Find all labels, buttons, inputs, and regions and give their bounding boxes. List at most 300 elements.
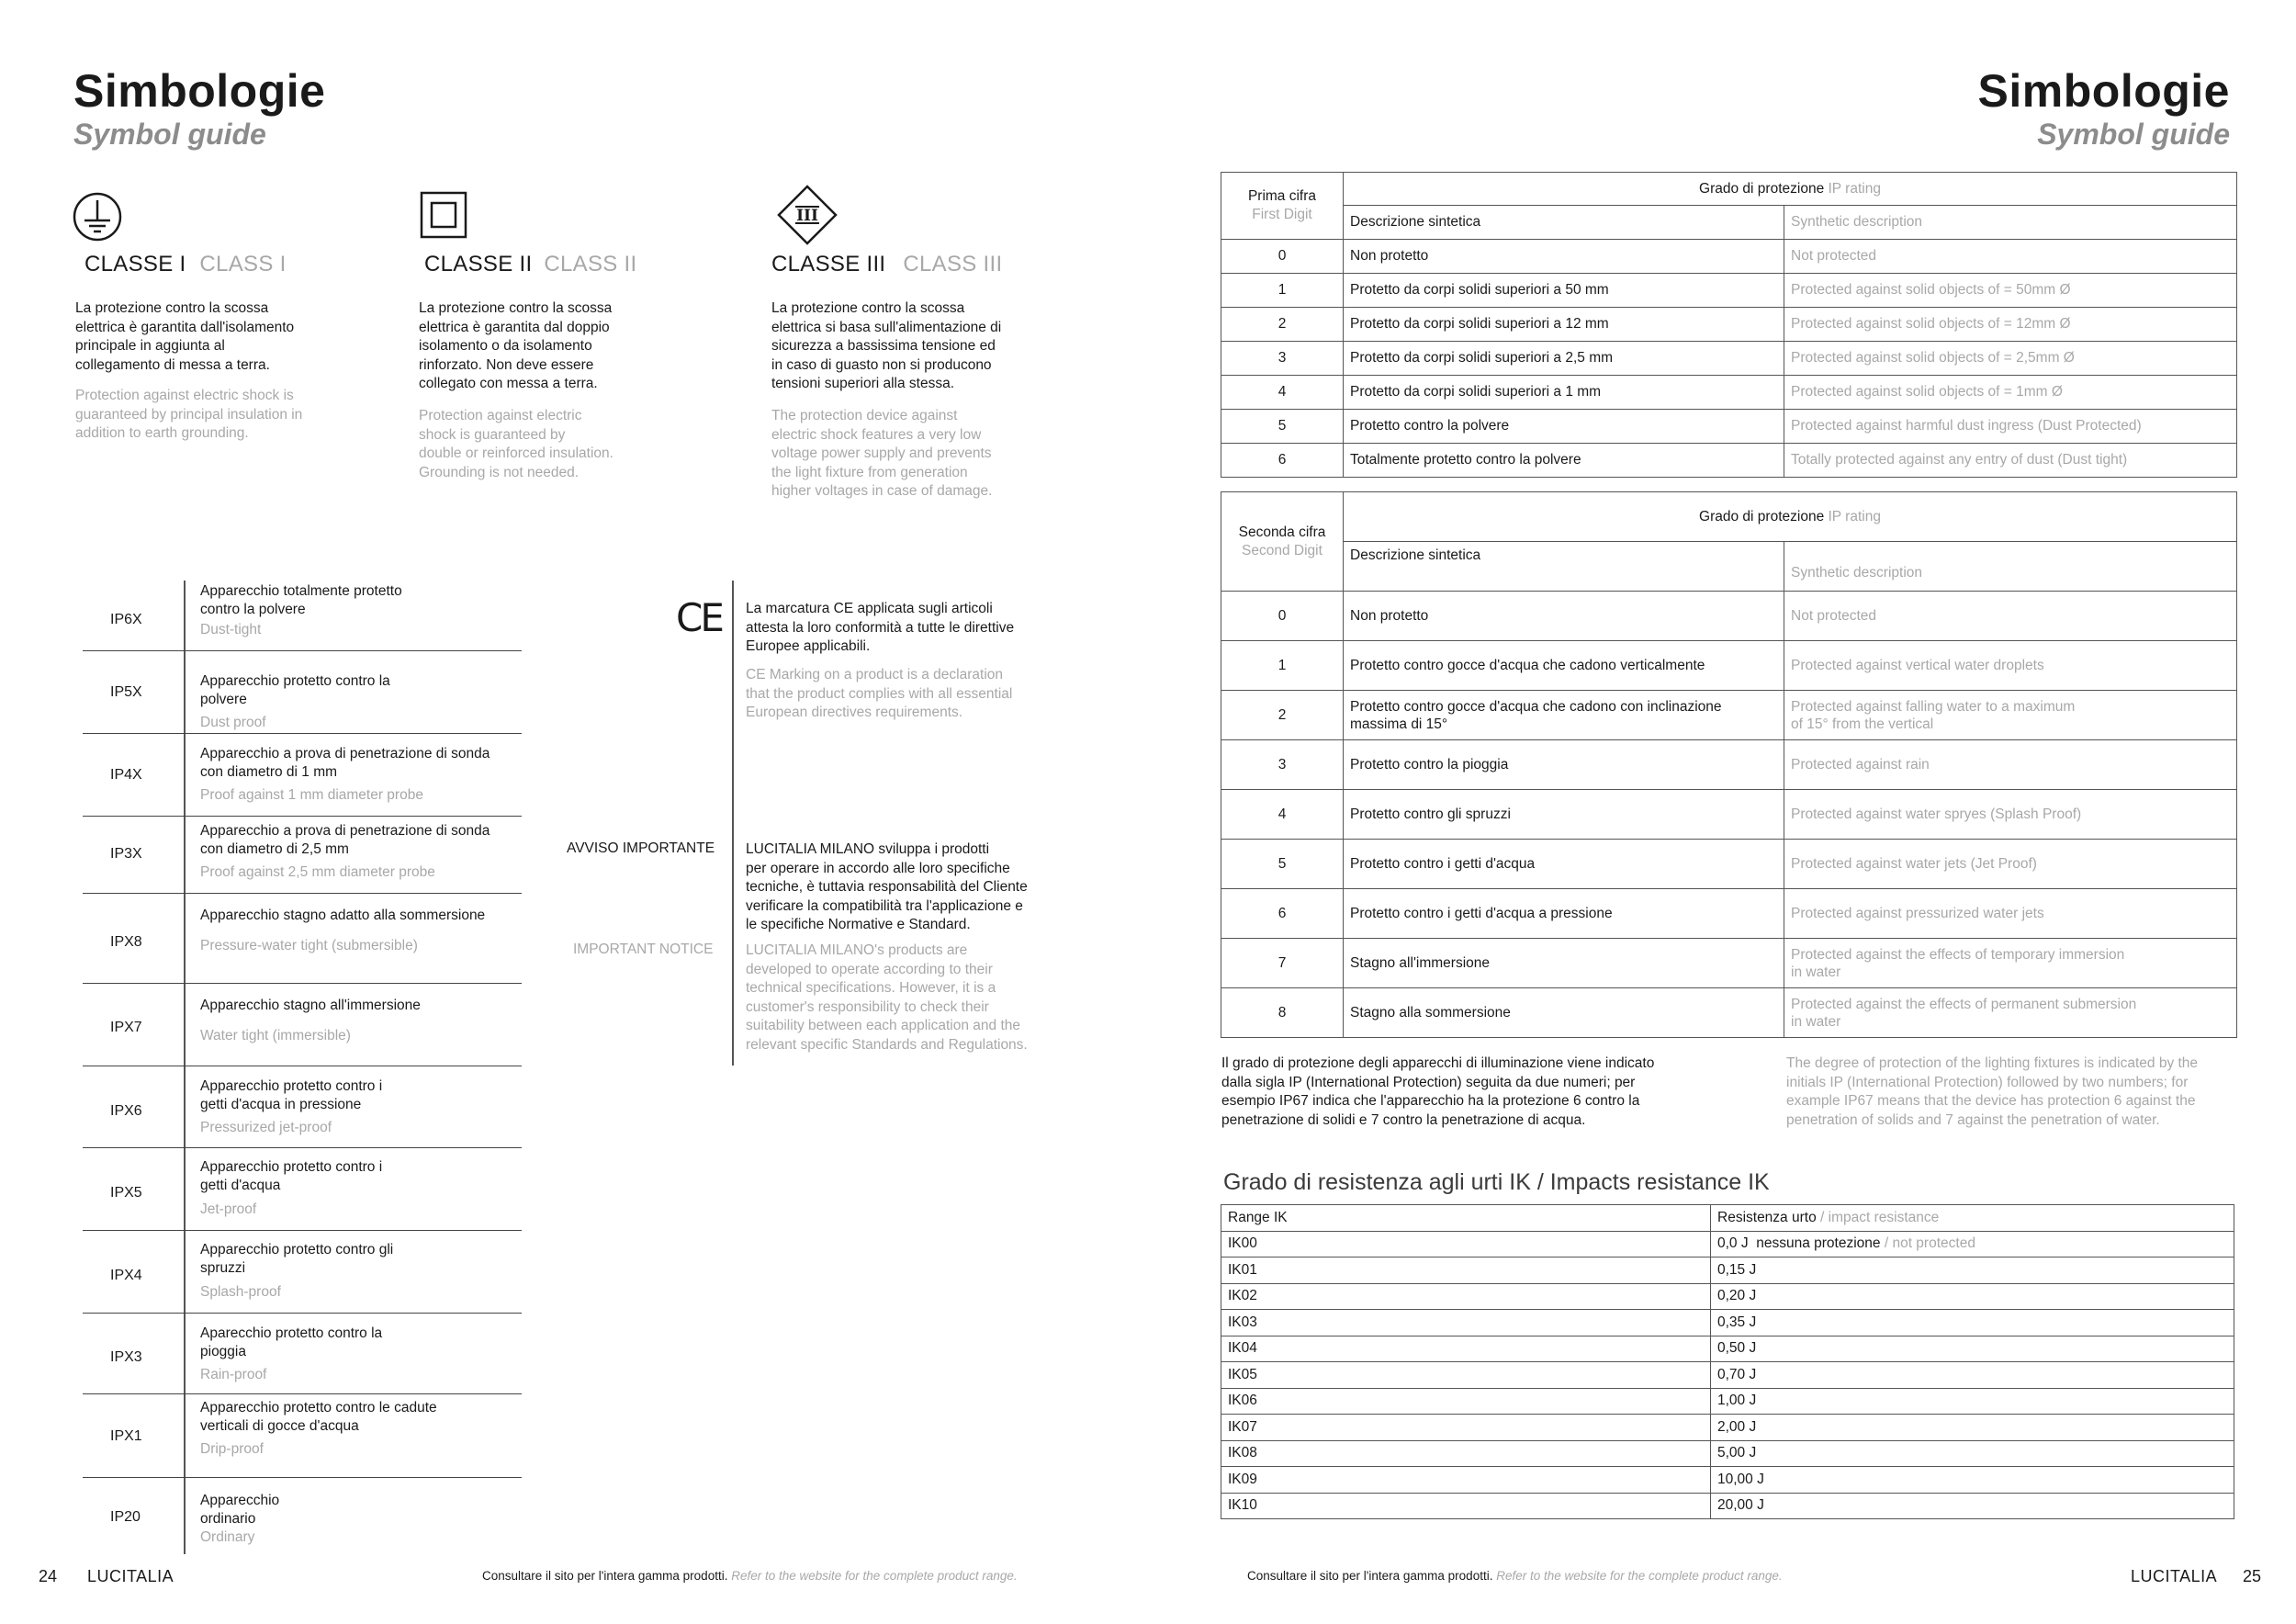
- brand-right: LUCITALIA: [2131, 1567, 2218, 1585]
- ip-rating-header: [1344, 492, 2237, 542]
- desc-it-cell: Protetto contro i getti d'acqua: [1344, 840, 1784, 889]
- text-line: European directives requirements.: [746, 705, 963, 720]
- table-row: [1221, 1231, 2234, 1257]
- ip-note-it: [1221, 1054, 1681, 1130]
- table-row: [1221, 1205, 2234, 1232]
- class-iii-title-it: CLASSE III: [771, 252, 886, 276]
- text-line: Rain-proof: [200, 1367, 267, 1382]
- ip-list-item: [83, 817, 522, 894]
- desc-it-cell: Protetto da corpi solidi superiori a 50 mm: [1344, 274, 1784, 308]
- class-ii-text-it: [419, 299, 694, 394]
- text-line: developed to operate according to their: [746, 961, 993, 977]
- footer-en: Refer to the website for the complete product range.: [731, 1569, 1018, 1583]
- text-line: Jet-proof: [200, 1201, 257, 1217]
- text-line: The degree of protection of the lighting fixtures is indicated by the: [1786, 1055, 2199, 1071]
- class-iii-icon-text: III: [796, 207, 818, 225]
- desc-en-cell: Protected against solid objects of = 1mm Ø: [1784, 376, 2237, 410]
- text-line: penetration of solids and 7 against the penetration of water.: [1786, 1111, 2160, 1128]
- class-ii-title: [424, 252, 637, 277]
- text-line: CE Marking on a product is a declaration: [746, 667, 1004, 682]
- text-line: Drip-proof: [200, 1441, 264, 1457]
- header-it: Resistenza urto: [1717, 1209, 1817, 1225]
- column-header-en: Synthetic description: [1784, 542, 2237, 592]
- ik-value-cell: 0,15 J: [1711, 1257, 2234, 1284]
- ip-list-item: [83, 651, 522, 734]
- table-row: [1221, 376, 2237, 410]
- digit-cell: 5: [1221, 410, 1344, 444]
- text-line: Pressurized jet-proof: [200, 1120, 332, 1135]
- column-header-it: Descrizione sintetica: [1344, 542, 1784, 592]
- class-i-title-en: CLASS I: [199, 252, 287, 276]
- ip-code: IPX1: [110, 1428, 142, 1444]
- footer-note-right: [1247, 1569, 1783, 1583]
- text-line: Aparecchio protetto contro la: [200, 1325, 383, 1341]
- ce-text-en: [746, 666, 1058, 723]
- text-line: Apparecchio stagno adatto alla sommersione: [200, 908, 486, 923]
- page-title-left: Simbologie: [73, 65, 326, 117]
- digit-label-en: First Digit: [1252, 207, 1312, 222]
- ik-value-cell: [1711, 1231, 2234, 1257]
- ik-range-cell: IK07: [1221, 1415, 1711, 1441]
- notice-label-it: AVVISO IMPORTANTE: [567, 840, 715, 856]
- text-line: shock is guaranteed by: [419, 426, 566, 443]
- page-subtitle-right: Symbol guide: [2037, 118, 2230, 151]
- text-line: attesta la loro conformità a tutte le direttive: [746, 619, 1015, 636]
- desc-it-cell: Protetto contro i getti d'acqua a pressione: [1344, 889, 1784, 939]
- table-row: [1221, 840, 2237, 889]
- text-line: Il grado di protezione degli apparecchi di illuminazione viene indicato: [1221, 1055, 1655, 1071]
- text-line: in caso di guasto non si producono: [771, 356, 992, 373]
- page-number-left: 24: [39, 1567, 58, 1585]
- desc-it-cell: Protetto da corpi solidi superiori a 12 mm: [1344, 308, 1784, 342]
- text-line: spruzzi: [200, 1259, 246, 1276]
- ik-range-cell: IK04: [1221, 1336, 1711, 1362]
- header-it: Grado di protezione: [1699, 180, 1825, 197]
- ik-value-cell: 2,00 J: [1711, 1415, 2234, 1441]
- table-row: [1221, 939, 2237, 988]
- digit-header-cell: [1221, 173, 1344, 240]
- table-row: [1221, 1336, 2234, 1362]
- text-line: Apparecchio protetto contro i: [200, 1078, 383, 1094]
- ip-list-item: [83, 984, 522, 1066]
- table-row: [1221, 790, 2237, 840]
- ik-table: [1221, 1204, 2234, 1519]
- footer-note-left: [482, 1569, 1018, 1583]
- ik-note-en: / not protected: [1884, 1235, 1975, 1252]
- desc-it-cell: Non protetto: [1344, 592, 1784, 641]
- digit-cell: 3: [1221, 342, 1344, 376]
- table-row: [1221, 1362, 2234, 1389]
- ik-range-cell: IK03: [1221, 1310, 1711, 1336]
- ip-list-item: [83, 734, 522, 817]
- text-line: contro la polvere: [200, 601, 306, 617]
- class-i-text-en: [75, 387, 369, 444]
- ik-range-cell: IK10: [1221, 1493, 1711, 1519]
- text-line: tecniche, è tuttavia responsabilità del Cliente: [746, 879, 1028, 895]
- digit-cell: 3: [1221, 740, 1344, 790]
- table-row: [1221, 444, 2237, 478]
- ik-col-header-range: Range IK: [1221, 1205, 1711, 1232]
- desc-en-cell: Protected against harmful dust ingress (Dust Protected): [1784, 410, 2237, 444]
- text-line: La protezione contro la scossa: [771, 300, 965, 316]
- ip-description: [200, 1241, 430, 1302]
- ip-description: [200, 1399, 476, 1459]
- ik-range-cell: IK00: [1221, 1231, 1711, 1257]
- text-line: that the product complies with all essential: [746, 685, 1013, 702]
- digit-cell: 8: [1221, 988, 1344, 1038]
- class-iii-title-en: CLASS III: [903, 252, 1003, 276]
- digit-cell: 0: [1221, 240, 1344, 274]
- ip-list-item: [83, 1231, 522, 1314]
- text-line: of 15° from the vertical: [1791, 716, 1934, 732]
- text-line: technical specifications. However, it is a: [746, 980, 996, 996]
- desc-it-cell: [1344, 691, 1784, 740]
- text-line: sicurezza a bassissima tensione ed: [771, 338, 996, 354]
- digit-cell: 4: [1221, 376, 1344, 410]
- desc-en-cell: Protected against vertical water droplets: [1784, 641, 2237, 691]
- text-line: Apparecchio protetto contro gli: [200, 1242, 394, 1257]
- text-line: the light fixture from generation: [771, 464, 968, 480]
- first-digit-table: [1221, 172, 2237, 478]
- text-line: getti d'acqua in pressione: [200, 1096, 362, 1112]
- ip-code: IPX4: [110, 1268, 142, 1283]
- text-line: Protected against the effects of permanent submersion: [1791, 996, 2137, 1012]
- text-line: elettrica si basa sull'alimentazione di: [771, 319, 1002, 335]
- text-line: The protection device against: [771, 408, 958, 423]
- column-header-it: Descrizione sintetica: [1344, 206, 1784, 240]
- class-iii-title: [771, 252, 1002, 277]
- desc-en-cell: Protected against solid objects of = 50mm Ø: [1784, 274, 2237, 308]
- ip-code: IPX3: [110, 1349, 142, 1365]
- table-row: [1221, 240, 2237, 274]
- text-line: Pressure-water tight (submersible): [200, 937, 418, 953]
- text-line: in water: [1791, 964, 1841, 980]
- ip-list-item: [83, 1478, 522, 1551]
- text-line: penetrazione di solidi e 7 contro la penetrazione di acqua.: [1221, 1111, 1586, 1128]
- ip-code: IP6X: [110, 612, 142, 627]
- text-line: Proof against 1 mm diameter probe: [200, 787, 423, 803]
- digit-cell: 4: [1221, 790, 1344, 840]
- text-line: collegato con messa a terra.: [419, 376, 598, 391]
- ik-range-cell: IK05: [1221, 1362, 1711, 1389]
- notice-text-it: [746, 840, 1067, 935]
- table-row: [1221, 691, 2237, 740]
- ip-code: IPX6: [110, 1103, 142, 1119]
- desc-en-cell: Protected against water jets (Jet Proof): [1784, 840, 2237, 889]
- text-line: ordinario: [200, 1510, 256, 1527]
- ip-list-item: [83, 1394, 522, 1478]
- text-line: electric shock features a very low: [771, 426, 982, 443]
- table-row: [1221, 173, 2237, 206]
- header-it: Grado di protezione: [1699, 508, 1825, 524]
- ip-description: [200, 1492, 430, 1547]
- text-line: Grounding is not needed.: [419, 464, 580, 480]
- text-line: La protezione contro la scossa: [75, 300, 269, 316]
- desc-en-cell: [1784, 988, 2237, 1038]
- digit-cell: 2: [1221, 308, 1344, 342]
- table-row: [1221, 988, 2237, 1038]
- footer-it: Consultare il sito per l'intera gamma prodotti.: [1247, 1569, 1493, 1583]
- text-line: le specifiche Normative e Standard.: [746, 917, 971, 932]
- page-title-right: Simbologie: [1977, 65, 2230, 117]
- table-row: [1221, 1440, 2234, 1467]
- text-line: Protection against electric: [419, 408, 582, 423]
- class-iii-diamond-icon: [776, 184, 838, 246]
- desc-en-cell: Protected against solid objects of = 12mm Ø: [1784, 308, 2237, 342]
- ik-value-cell: 5,00 J: [1711, 1440, 2234, 1467]
- brand-left: LUCITALIA: [87, 1567, 174, 1585]
- digit-cell: 6: [1221, 444, 1344, 478]
- ip-list-item: [83, 1314, 522, 1394]
- table-row: [1221, 1388, 2234, 1415]
- digit-label-en: Second Digit: [1242, 542, 1322, 558]
- text-line: initials IP (International Protection) followed by two numbers; for: [1786, 1074, 2189, 1090]
- ik-value-cell: 0,35 J: [1711, 1310, 2234, 1336]
- ip-code: IP3X: [110, 846, 142, 862]
- text-line: tensioni superiori alla stessa.: [771, 376, 955, 391]
- table-row: [1221, 206, 2237, 240]
- text-line: customer's responsibility to check their: [746, 998, 989, 1015]
- text-line: Proof against 2,5 mm diameter probe: [200, 864, 435, 880]
- table-row: [1221, 492, 2237, 542]
- text-line: Apparecchio protetto contro la polvere: [200, 673, 390, 707]
- digit-cell: 7: [1221, 939, 1344, 988]
- desc-en-cell: Totally protected against any entry of dust (Dust tight): [1784, 444, 2237, 478]
- class-ii-text-en: [419, 407, 694, 482]
- text-line: example IP67 means that the device has protection 6 against the: [1786, 1093, 2196, 1109]
- ik-value: 0,0 J: [1717, 1235, 1749, 1252]
- table-row: [1221, 740, 2237, 790]
- desc-en-cell: Not protected: [1784, 592, 2237, 641]
- text-line: Apparecchio a prova di penetrazione di sonda: [200, 746, 490, 761]
- digit-cell: 1: [1221, 641, 1344, 691]
- ip-description: [200, 1325, 430, 1384]
- class-ii-title-it: CLASSE II: [424, 252, 533, 276]
- text-line: rinforzato. Non deve essere: [419, 356, 594, 373]
- table-row: [1221, 1415, 2234, 1441]
- table-row: [1221, 1257, 2234, 1284]
- ik-value-cell: 10,00 J: [1711, 1467, 2234, 1494]
- text-line: Dust proof: [200, 715, 266, 730]
- table-row: [1221, 1493, 2234, 1519]
- table-row: [1221, 1310, 2234, 1336]
- text-line: Water tight (immersible): [200, 1027, 351, 1043]
- desc-it-cell: Protetto contro la pioggia: [1344, 740, 1784, 790]
- ik-range-cell: IK08: [1221, 1440, 1711, 1467]
- class-i-title: [84, 252, 287, 277]
- ip-description: [200, 745, 531, 805]
- text-line: Ordinary: [200, 1529, 255, 1545]
- table-row: [1221, 641, 2237, 691]
- ik-value-cell: 0,50 J: [1711, 1336, 2234, 1362]
- text-line: La protezione contro la scossa: [419, 300, 613, 316]
- footer-en: Refer to the website for the complete product range.: [1496, 1569, 1783, 1583]
- header-en: IP rating: [1828, 508, 1881, 524]
- ip-list-item: [83, 1148, 522, 1231]
- table-row: [1221, 308, 2237, 342]
- digit-header-cell: [1221, 492, 1344, 592]
- desc-en-cell: Protected against water spryes (Splash Proof): [1784, 790, 2237, 840]
- text-line: Protected against falling water to a maximum: [1791, 698, 2076, 715]
- desc-it-cell: Totalmente protetto contro la polvere: [1344, 444, 1784, 478]
- ik-range-cell: IK01: [1221, 1257, 1711, 1284]
- ik-range-cell: IK06: [1221, 1388, 1711, 1415]
- desc-en-cell: Protected against rain: [1784, 740, 2237, 790]
- text-line: LUCITALIA MILANO sviluppa i prodotti: [746, 841, 990, 857]
- table-row: [1221, 274, 2237, 308]
- class-i-title-it: CLASSE I: [84, 252, 186, 276]
- text-line: con diametro di 1 mm: [200, 763, 338, 780]
- class-iii-text-it: [771, 299, 1065, 394]
- desc-en-cell: Protected against pressurized water jets: [1784, 889, 2237, 939]
- ik-note-it: nessuna protezione: [1756, 1235, 1881, 1252]
- text-line: LUCITALIA MILANO's products are: [746, 942, 968, 958]
- table-row: [1221, 1467, 2234, 1494]
- text-line: dalla sigla IP (International Protection) seguita da due numeri; per: [1221, 1074, 1636, 1090]
- ik-value-cell: 0,20 J: [1711, 1283, 2234, 1310]
- table-row: [1221, 342, 2237, 376]
- text-line: Apparecchio totalmente protetto: [200, 583, 402, 599]
- text-line: principale in aggiunta al: [75, 338, 225, 354]
- text-line: Apparecchio a prova di penetrazione di sonda: [200, 823, 490, 839]
- notice-text-en: [746, 942, 1067, 1054]
- ce-text-it: [746, 600, 1058, 657]
- text-line: Europee applicabili.: [746, 638, 871, 654]
- footer-it: Consultare il sito per l'intera gamma prodotti.: [482, 1569, 728, 1583]
- ip-code: IP5X: [110, 684, 142, 700]
- table-row: [1221, 410, 2237, 444]
- text-line: elettrica è garantita dal doppio: [419, 319, 610, 335]
- text-line: Protected against the effects of temporary immersion: [1791, 946, 2125, 963]
- class-ii-double-square-icon: [420, 191, 467, 239]
- digit-cell: 2: [1221, 691, 1344, 740]
- text-line: per operare in accordo alle loro specifiche: [746, 860, 1010, 876]
- text-line: higher voltages in case of damage.: [771, 483, 993, 499]
- ip-list-item: [83, 577, 522, 651]
- ip-list-item: [83, 894, 522, 984]
- text-line: guaranteed by principal insulation in: [75, 406, 303, 423]
- text-line: double or reinforced insulation.: [419, 445, 613, 461]
- ip-code: IPX5: [110, 1185, 142, 1201]
- ik-value-cell: 20,00 J: [1711, 1493, 2234, 1519]
- text-line: getti d'acqua: [200, 1177, 281, 1193]
- ip-description: [200, 907, 531, 954]
- desc-it-cell: Stagno alla sommersione: [1344, 988, 1784, 1038]
- notice-label-en: IMPORTANT NOTICE: [573, 942, 714, 957]
- ip-description: [200, 582, 430, 639]
- text-line: Protection against electric shock is: [75, 388, 294, 403]
- header-en: / impact resistance: [1820, 1209, 1940, 1225]
- desc-it-cell: Protetto da corpi solidi superiori a 2,5 mm: [1344, 342, 1784, 376]
- text-line: Apparecchio: [200, 1493, 280, 1508]
- desc-en-cell: Protected against solid objects of = 2,5mm Ø: [1784, 342, 2237, 376]
- ip-list-item: [83, 1066, 522, 1148]
- text-line: Protetto contro gocce d'acqua che cadono con inclinazione: [1350, 698, 1722, 715]
- text-line: esempio IP67 indica che l'apparecchio ha la protezione 6 contro la: [1221, 1093, 1640, 1109]
- ip-code: IPX7: [110, 1020, 142, 1035]
- page-subtitle-left: Symbol guide: [73, 118, 266, 151]
- ip-description: [200, 672, 430, 732]
- digit-cell: 0: [1221, 592, 1344, 641]
- digit-label-it: Seconda cifra: [1238, 524, 1326, 540]
- text-line: voltage power supply and prevents: [771, 445, 992, 461]
- text-line: relevant specific Standards and Regulations.: [746, 1036, 1028, 1053]
- digit-label-it: Prima cifra: [1247, 188, 1317, 204]
- ik-range-cell: IK09: [1221, 1467, 1711, 1494]
- digit-cell: 1: [1221, 274, 1344, 308]
- ip-code: IP4X: [110, 767, 142, 783]
- ce-mark-icon: CE: [676, 595, 722, 640]
- text-line: La marcatura CE applicata sugli articoli: [746, 601, 993, 616]
- text-line: verificare la compatibilità tra l'applicazione e: [746, 897, 1023, 914]
- ip-description: [200, 997, 430, 1044]
- text-line: in water: [1791, 1013, 1841, 1030]
- text-line: con diametro di 2,5 mm: [200, 840, 349, 857]
- text-line: isolamento o da isolamento: [419, 338, 592, 354]
- ip-code: IPX8: [110, 934, 142, 950]
- table-row: [1221, 889, 2237, 939]
- class-iii-text-en: [771, 407, 1065, 502]
- class-i-text-it: [75, 299, 351, 375]
- column-header-en: Synthetic description: [1784, 206, 2237, 240]
- ip-description: [200, 1077, 430, 1137]
- notice-divider: [732, 581, 734, 1066]
- ip-description: [200, 1158, 430, 1219]
- desc-it-cell: Protetto contro la polvere: [1344, 410, 1784, 444]
- second-digit-table: [1221, 491, 2237, 1038]
- desc-it-cell: Protetto contro gli spruzzi: [1344, 790, 1784, 840]
- table-row: [1221, 542, 2237, 592]
- ip-description: [200, 822, 531, 882]
- text-line: pioggia: [200, 1343, 246, 1359]
- ik-section-title: Grado di resistenza agli urti IK / Impacts resistance IK: [1223, 1169, 1770, 1195]
- table-row: [1221, 592, 2237, 641]
- ip-rating-header: [1344, 173, 2237, 206]
- text-line: Dust-tight: [200, 622, 262, 637]
- text-line: Apparecchio stagno all'immersione: [200, 998, 421, 1013]
- text-line: Splash-proof: [200, 1284, 281, 1300]
- text-line: massima di 15°: [1350, 716, 1448, 732]
- desc-it-cell: Protetto da corpi solidi superiori a 1 mm: [1344, 376, 1784, 410]
- ik-range-cell: IK02: [1221, 1283, 1711, 1310]
- ik-col-header-resistance: [1711, 1205, 2234, 1232]
- desc-en-cell: [1784, 691, 2237, 740]
- ip-code: IP20: [110, 1509, 141, 1525]
- text-line: Apparecchio protetto contro i: [200, 1159, 383, 1175]
- text-line: suitability between each application and the: [746, 1018, 1021, 1033]
- class-i-earth-icon: [72, 191, 123, 242]
- ik-value-cell: 1,00 J: [1711, 1388, 2234, 1415]
- table-row: [1221, 1283, 2234, 1310]
- desc-it-cell: Stagno all'immersione: [1344, 939, 1784, 988]
- text-line: verticali di gocce d'acqua: [200, 1417, 359, 1434]
- desc-en-cell: Not protected: [1784, 240, 2237, 274]
- text-line: addition to earth grounding.: [75, 425, 249, 441]
- desc-it-cell: Non protetto: [1344, 240, 1784, 274]
- text-line: Apparecchio protetto contro le cadute: [200, 1400, 437, 1415]
- digit-cell: 5: [1221, 840, 1344, 889]
- ik-value-cell: 0,70 J: [1711, 1362, 2234, 1389]
- class-ii-title-en: CLASS II: [544, 252, 637, 276]
- digit-cell: 6: [1221, 889, 1344, 939]
- text-line: elettrica è garantita dall'isolamento: [75, 319, 295, 335]
- header-en: IP rating: [1828, 180, 1881, 197]
- desc-en-cell: [1784, 939, 2237, 988]
- page-number-right: 25: [2243, 1567, 2262, 1585]
- desc-it-cell: Protetto contro gocce d'acqua che cadono verticalmente: [1344, 641, 1784, 691]
- text-line: collegamento di messa a terra.: [75, 356, 270, 373]
- ip-note-en: [1786, 1054, 2245, 1130]
